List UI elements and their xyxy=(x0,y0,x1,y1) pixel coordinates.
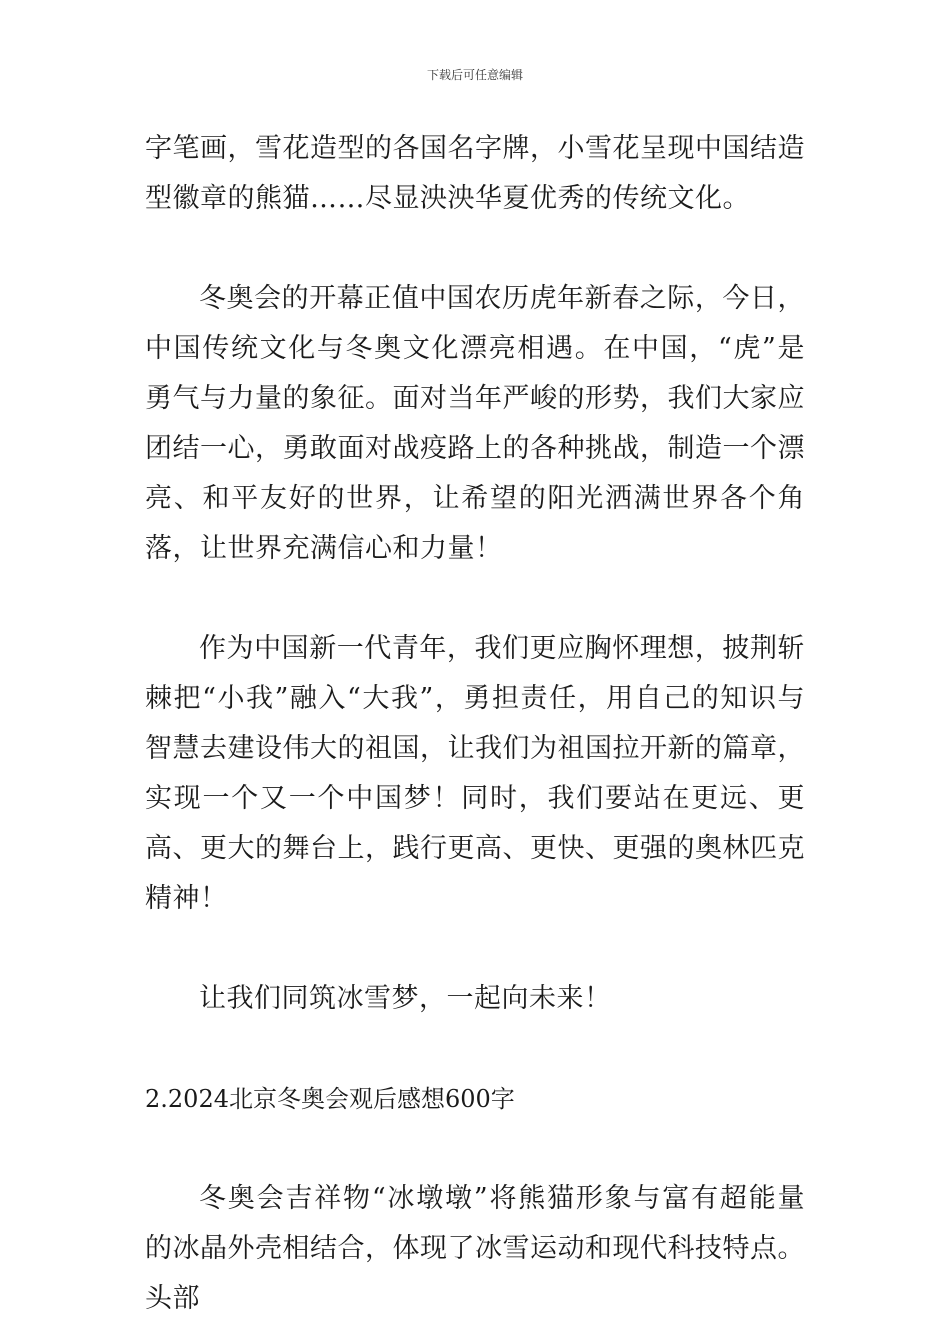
paragraph-gap xyxy=(145,924,805,974)
paragraph-gap xyxy=(145,1124,805,1174)
document-body xyxy=(145,124,805,1324)
paragraph-gap xyxy=(145,1024,805,1074)
paragraph-4: 让我们同筑冰雪梦，一起向未来！ xyxy=(199,983,612,1014)
page-header-note: 下载后可任意编辑 xyxy=(426,68,523,82)
paragraph-2: 冬奥会的开幕正值中国农历虎年新春之际，今日，中国传统文化与冬奥文化漂亮相遇。在中国，“虎”是勇气与力量的象征。面对当年严峻的形势，我们大家应团结一心，勇敢面对战疫路上的各种挑战，制造一个漂亮、和平友好的世界，让希望的阳光洒满世界各个角落，让世界充满信心和力量！ xyxy=(145,283,805,564)
paragraph-gap xyxy=(145,574,805,624)
paragraph-3: 作为中国新一代青年，我们更应胸怀理想，披荆斩棘把“小我”融入“大我”，勇担责任，用自己的知识与智慧去建设伟大的祖国，让我们为祖国拉开新的篇章，实现一个又一个中国梦！同时，我们要站在更远、更高、更大的舞台上，践行更高、更快、更强的奥林匹克精神！ xyxy=(145,633,805,914)
paragraph-1: 字笔画，雪花造型的各国名字牌，小雪花呈现中国结造型徽章的熊猫……尽显泱泱华夏优秀的传统文化。 xyxy=(145,133,805,214)
paragraph-5: 冬奥会吉祥物“冰墩墩”将熊猫形象与富有超能量的冰晶外壳相结合，体现了冰雪运动和现代科技特点。头部 xyxy=(145,1183,805,1314)
section-heading: 2.2024北京冬奥会观后感想600字 xyxy=(145,1085,515,1113)
paragraph-gap xyxy=(145,224,805,274)
